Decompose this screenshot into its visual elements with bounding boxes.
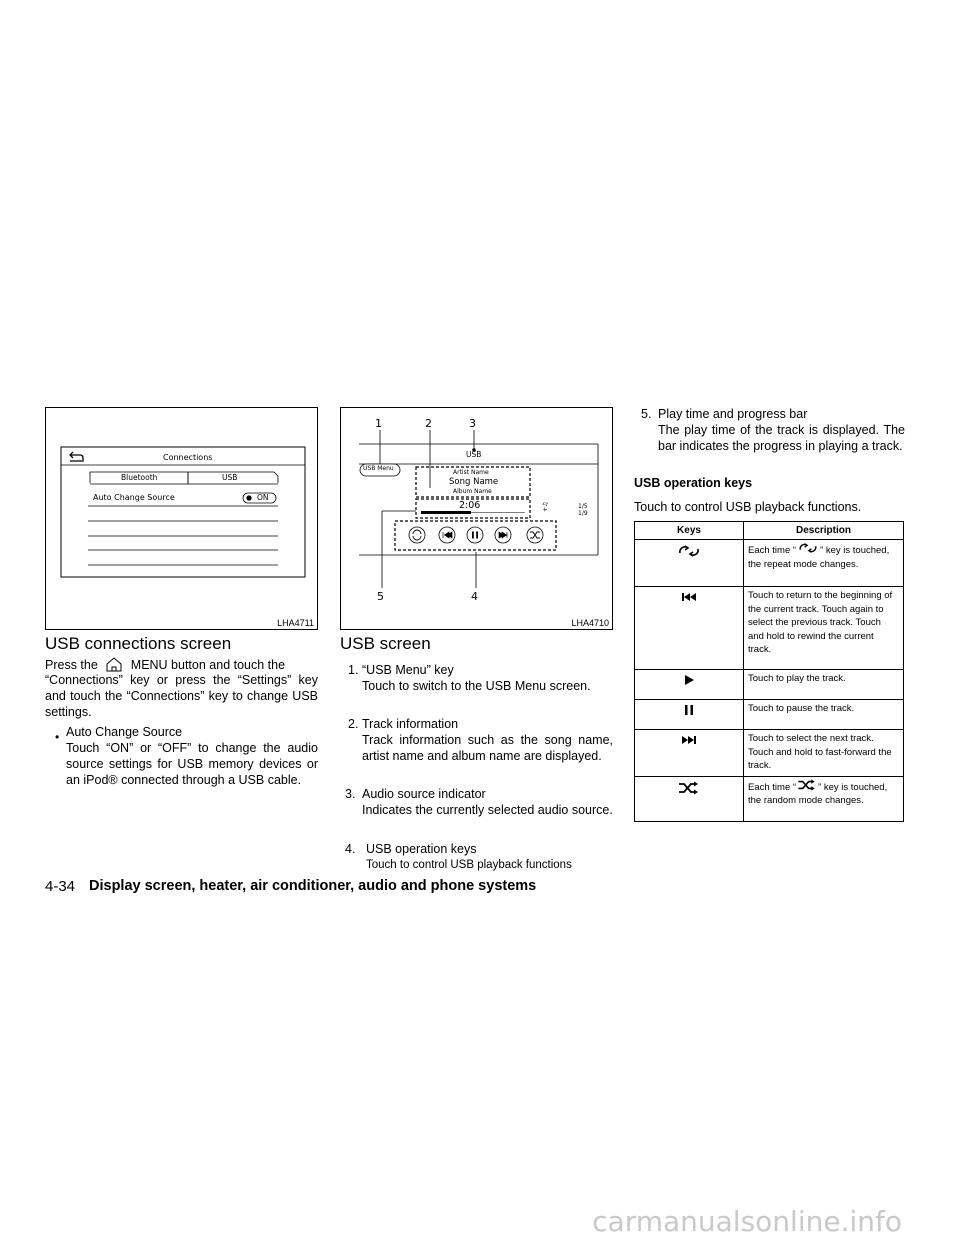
item-4-text: Touch to control USB playback functions	[366, 859, 572, 871]
chapter-title: Display screen, heater, air conditioner, audio and phone systems	[89, 878, 537, 894]
svg-text:+♫: +♫	[542, 501, 549, 512]
figure-label: LHA4711	[277, 618, 314, 628]
repeat-desc-pre: Each time “	[748, 545, 797, 556]
connections-title: Connections	[163, 453, 213, 462]
item-5-title: Play time and progress bar	[658, 407, 808, 421]
intro-pre: Press the	[45, 658, 98, 672]
play-key-cell	[635, 670, 744, 700]
shuffle-icon	[678, 781, 700, 795]
shuffle-key-cell	[635, 776, 744, 821]
play-description: Touch to play the track.	[744, 670, 904, 700]
item-1-title: “USB Menu” key	[362, 663, 454, 677]
item-2-text: Track information such as the song name, artist name and album name are displayed.	[362, 733, 613, 763]
intro-line-1	[45, 656, 318, 673]
source-indicator: USB	[466, 450, 482, 459]
shuffle-description	[744, 776, 904, 821]
previous-key-cell	[635, 587, 744, 670]
table-row	[635, 776, 904, 821]
figure-connections-screen	[45, 407, 318, 630]
next-description: Touch to select the next track. Touch and hold to fast-forward the track.	[744, 730, 904, 777]
bullet-dot: •	[55, 730, 60, 744]
intro-post: MENU button and touch the	[130, 658, 286, 672]
track-counter-top: 1/5	[578, 503, 588, 510]
on-toggle-label: ON	[257, 493, 269, 502]
callout-5: 5	[377, 590, 384, 603]
play-time: 2:06	[459, 500, 481, 511]
pause-key	[467, 527, 483, 543]
item-4-title: USB operation keys	[366, 842, 477, 856]
item-2-number: 2.	[348, 717, 359, 731]
repeat-key	[409, 527, 425, 543]
next-track-key	[495, 527, 511, 543]
repeat-key-cell	[635, 540, 744, 587]
figure-label: LHA4710	[571, 618, 609, 628]
previous-track-key	[439, 527, 455, 543]
table-row	[635, 670, 904, 700]
pause-key-cell	[635, 700, 744, 730]
repeat-icon	[677, 544, 701, 558]
bullet-title: Auto Change Source	[66, 725, 183, 739]
repeat-desc-post: ” key is touched, the repeat mode changes.	[748, 545, 890, 570]
shuffle-icon	[796, 779, 818, 791]
shuffle-key	[527, 527, 543, 543]
pause-description: Touch to pause the track.	[744, 700, 904, 730]
item-3-number: 3.	[345, 787, 356, 801]
previous-track-icon	[681, 591, 697, 603]
connections-screen-illustration	[46, 408, 317, 629]
next-key-cell	[635, 730, 744, 777]
repeat-icon	[796, 542, 820, 554]
table-row	[635, 587, 904, 670]
usb-screen-heading: USB screen	[340, 634, 431, 653]
tab-bluetooth: Bluetooth	[121, 473, 158, 482]
table-row	[635, 540, 904, 587]
table-row	[635, 700, 904, 730]
usb-menu-label: USB Menu	[363, 465, 394, 472]
figure-usb-screen	[340, 407, 613, 630]
item-2-title: Track information	[362, 717, 459, 731]
keys-column-header: Keys	[635, 522, 744, 540]
play-icon	[683, 674, 695, 686]
repeat-description	[744, 540, 904, 587]
usb-operation-keys-heading: USB operation keys	[634, 476, 753, 490]
item-3-title: Audio source indicator	[362, 787, 486, 801]
usb-connections-heading: USB connections screen	[45, 634, 232, 653]
usb-operation-keys-table	[634, 521, 904, 822]
tab-usb: USB	[222, 473, 238, 482]
table-header-row	[635, 522, 904, 540]
artist-name: Artist Name	[453, 469, 489, 476]
item-1-text: Touch to switch to the USB Menu screen.	[362, 679, 591, 693]
item-4-number: 4.	[345, 842, 356, 856]
bullet-text: Touch “ON” or “OFF” to change the audio source settings for USB memory devices or an iPod® connected through a USB cable.	[66, 741, 318, 787]
auto-change-source-label: Auto Change Source	[93, 493, 175, 502]
description-column-header: Description	[744, 522, 904, 540]
song-name: Song Name	[449, 477, 499, 487]
pause-icon	[683, 704, 695, 716]
callout-1: 1	[375, 417, 382, 430]
shuffle-desc-pre: Each time “	[748, 781, 797, 793]
item-5-number: 5.	[641, 407, 652, 421]
track-counter-bottom: 1/9	[578, 510, 588, 517]
shuffle-desc-post: ” key is touched, the random mode changes.	[748, 781, 888, 806]
callout-3: 3	[469, 417, 476, 430]
watermark-text: carmanualsonline.info	[592, 1205, 902, 1238]
home-icon	[103, 656, 125, 672]
page-number: 4-34	[45, 878, 76, 895]
item-3-text: Indicates the currently selected audio source.	[362, 803, 613, 817]
intro-paragraph: “Connections” key or press the “Settings” key and touch the “Connections” key to change USB settings.	[45, 673, 318, 719]
usb-operation-keys-intro: Touch to control USB playback functions.	[634, 500, 862, 514]
callout-4: 4	[471, 590, 478, 603]
item-5-text: The play time of the track is displayed. The bar indicates the progress in playing a track.	[658, 423, 905, 453]
next-track-icon	[681, 734, 697, 746]
table-row	[635, 730, 904, 777]
album-name: Album Name	[453, 488, 492, 495]
item-1-number: 1.	[348, 663, 359, 677]
previous-description: Touch to return to the beginning of the current track. Touch again to select the previous track. Touch and hold to rewind the current track.	[744, 587, 904, 670]
callout-2: 2	[425, 417, 432, 430]
